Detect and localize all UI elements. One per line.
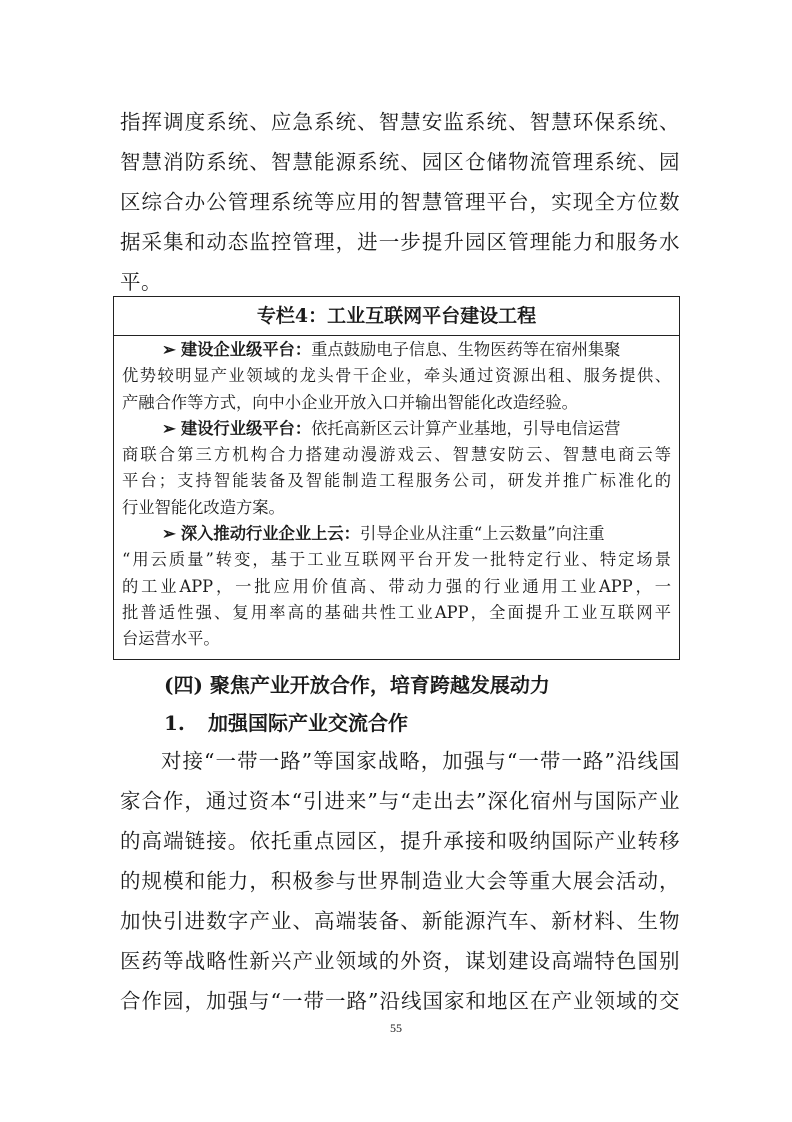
text-line: 商联合第三方机构合力搭建动漫游戏云、智慧安防云、智慧电商云等 [122,445,671,465]
sub-heading-number: 1. [164,711,185,735]
feature-item [122,416,671,521]
feature-item-first-line [122,416,671,442]
feature-item-text: 引导企业从注重“上云数量”向注重 [359,524,605,544]
text-line: 产融合作等方式，向中小企业开放入口并输出智能化改造经验。 [122,392,578,412]
arrow-bullet-icon: ➢ [162,524,176,544]
section-heading: (四) 聚焦产业开放合作，培育跨越发展动力 [164,673,550,697]
sub-heading [164,703,408,743]
text-line: 平。 [120,270,162,294]
intro-paragraph [120,102,680,302]
text-line: “用云质量”转变，基于工业互联网平台开发一批特定行业、特定场景 [122,550,671,570]
body-paragraph [120,741,680,1021]
feature-item [122,521,671,652]
text-line: 行业智能化改造方案。 [122,497,285,517]
text-line: 指挥调度系统、应急系统、智慧安监系统、智慧环保系统、 [120,110,680,134]
feature-box-body [122,337,671,653]
feature-box-title: 专栏4：工业互联网平台建设工程 [114,297,679,336]
text-line: 优势较明显产业领域的龙头骨干企业，牵头通过资源出租、服务提供、 [122,366,671,386]
feature-item-first-line [122,521,671,547]
text-line: 的高端链接。依托重点园区，提升承接和吸纳国际产业转移 [120,829,680,853]
feature-item-text: 依托高新区云计算产业基地，引导电信运营 [311,418,621,438]
feature-item-heading: 建设行业级平台： [180,418,312,438]
text-line: 平台；支持智能装备及智能制造工程服务公司，研发并推广标准化的 [122,471,671,491]
feature-item-heading: 深入推动行业企业上云： [180,524,360,544]
text-line: 加快引进数字产业、高端装备、新能源汽车、新材料、生物 [120,909,680,933]
arrow-bullet-icon: ➢ [162,418,176,438]
feature-item-text: 重点鼓励电子信息、生物医药等在宿州集聚 [311,340,621,359]
text-line: 批普适性强、复用率高的基础共性工业APP，全面提升工业互联网平 [122,602,671,622]
page-number: 55 [390,1021,402,1035]
text-line: 智慧消防系统、智慧能源系统、园区仓储物流管理系统、园 [120,150,680,174]
feature-item [122,337,671,416]
feature-box [113,296,680,660]
text-line: 据采集和动态监控管理，进一步提升园区管理能力和服务水 [120,230,680,254]
text-line: 家合作，通过资本“引进来”与“走出去”深化宿州与国际产业 [120,789,680,813]
text-line: 对接“一带一路”等国家战略，加强与“一带一路”沿线国 [161,749,680,773]
arrow-bullet-icon: ➢ [162,340,176,359]
text-line: 的规模和能力，积极参与世界制造业大会等重大展会活动， [120,869,680,893]
text-line: 合作园，加强与“一带一路”沿线国家和地区在产业领域的交 [120,989,680,1013]
text-line: 台运营水平。 [122,629,220,649]
text-line: 区综合办公管理系统等应用的智慧管理平台，实现全方位数 [120,190,680,214]
text-line: 医药等战略性新兴产业领域的外资，谋划建设高端特色国别 [120,949,680,973]
text-line: 的工业APP，一批应用价值高、带动力强的行业通用工业APP，一 [122,576,671,596]
sub-heading-text: 加强国际产业交流合作 [208,711,408,735]
feature-item-first-line [122,337,671,363]
feature-item-heading: 建设企业级平台： [180,340,312,359]
